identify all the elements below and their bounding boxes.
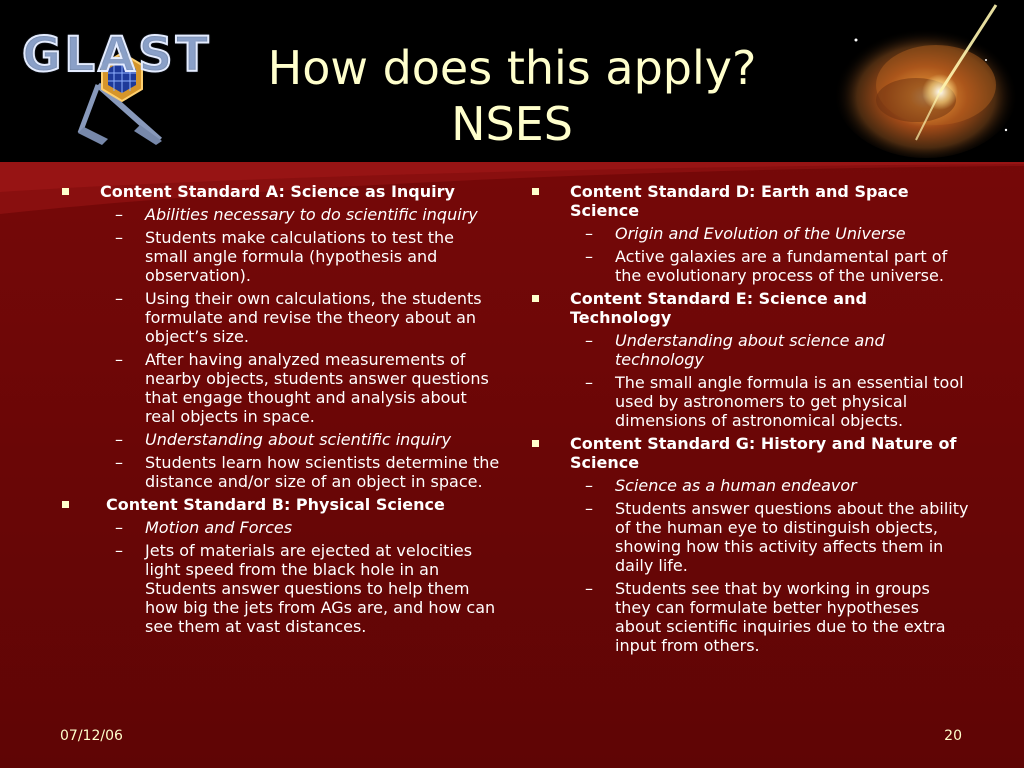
dash-icon: –: [115, 430, 123, 449]
page-number: 20: [944, 728, 962, 744]
list-item: [530, 373, 970, 430]
list-item-text: Using their own calculations, the students formulate and revise the theory about an object’s size.: [145, 289, 482, 346]
footer-date: 07/12/06: [60, 728, 123, 744]
list-item-text: Students make calculations to test the small angle formula (hypothesis and observation).: [145, 228, 454, 285]
bullet-icon: [62, 501, 69, 508]
bullet-icon: [532, 188, 539, 195]
standard-e: [530, 289, 970, 327]
dash-icon: –: [585, 579, 593, 598]
left-column: [60, 182, 500, 640]
title-line-1: How does this apply?: [267, 41, 757, 95]
list-item-text: The small angle formula is an essential tool used by astronomers to get physical dimensions of astronomical objects.: [615, 373, 964, 430]
glast-logo: [10, 15, 210, 145]
list-item: [60, 289, 500, 346]
dash-icon: –: [115, 289, 123, 308]
list-item-text: Understanding about science and technology: [615, 331, 885, 369]
list-item: [60, 453, 500, 491]
dash-icon: –: [585, 224, 593, 243]
logo-text: GLAST: [22, 27, 212, 83]
standard-a: [60, 182, 500, 201]
list-item: [530, 224, 970, 243]
list-item: [530, 247, 970, 285]
list-item-text: Science as a human endeavor: [615, 476, 857, 495]
list-item: [60, 541, 500, 636]
standard-a-title: Content Standard A: Science as Inquiry: [100, 182, 455, 201]
list-item: [530, 331, 970, 369]
list-item-text: Origin and Evolution of the Universe: [615, 224, 906, 243]
list-item: [60, 228, 500, 285]
dash-icon: –: [115, 453, 123, 472]
standard-g: [530, 434, 970, 472]
header-bar: [0, 0, 1024, 162]
list-item-text: Jets of materials are ejected at velocities light speed from the black hole in an Students answer questions to help them how big the jets from AGs are, and how can see them at vast distances.: [145, 541, 496, 636]
standard-b: [60, 495, 500, 514]
standard-b-title: Content Standard B: Physical Science: [106, 495, 445, 514]
dash-icon: –: [115, 205, 123, 224]
list-item: [60, 430, 500, 449]
galaxy-image: [826, 0, 1024, 162]
bullet-icon: [532, 440, 539, 447]
dash-icon: –: [585, 247, 593, 266]
standard-d: [530, 182, 970, 220]
list-item-text: Active galaxies are a fundamental part of the evolutionary process of the universe.: [615, 247, 948, 285]
dash-icon: –: [115, 228, 123, 247]
dash-icon: –: [585, 373, 593, 392]
galaxy-icon: [826, 0, 1024, 162]
standard-d-title: Content Standard D: Earth and Space Science: [570, 182, 909, 220]
list-item-text: Abilities necessary to do scientific inquiry: [145, 205, 478, 224]
list-item: [530, 579, 970, 655]
right-column: [530, 182, 970, 659]
list-item-text: Students answer questions about the ability of the human eye to distinguish objects, showing how this activity affects them in daily life.: [615, 499, 969, 575]
list-item-text: Students learn how scientists determine the distance and/or size of an object in space.: [145, 453, 500, 491]
list-item: [530, 499, 970, 575]
list-item: [60, 205, 500, 224]
dash-icon: –: [115, 350, 123, 369]
dash-icon: –: [585, 476, 593, 495]
dash-icon: –: [115, 541, 123, 560]
list-item-text: After having analyzed measurements of nearby objects, students answer questions that engage thought and analysis about real objects in space.: [145, 350, 489, 426]
bullet-icon: [62, 188, 69, 195]
standard-g-title: Content Standard G: History and Nature of Science: [570, 434, 957, 472]
list-item: [60, 350, 500, 426]
slide-title: [212, 40, 812, 152]
list-item-text: Students see that by working in groups they can formulate better hypotheses about scientific inquiries due to the extra input from others.: [615, 579, 946, 655]
list-item-text: Motion and Forces: [145, 518, 293, 537]
dash-icon: –: [115, 518, 123, 537]
bullet-icon: [532, 295, 539, 302]
list-item-text: Understanding about scientific inquiry: [145, 430, 452, 449]
dash-icon: –: [585, 331, 593, 350]
list-item: [530, 476, 970, 495]
dash-icon: –: [585, 499, 593, 518]
title-line-2: NSES: [451, 97, 573, 151]
list-item: [60, 518, 500, 537]
standard-e-title: Content Standard E: Science and Technology: [570, 289, 867, 327]
